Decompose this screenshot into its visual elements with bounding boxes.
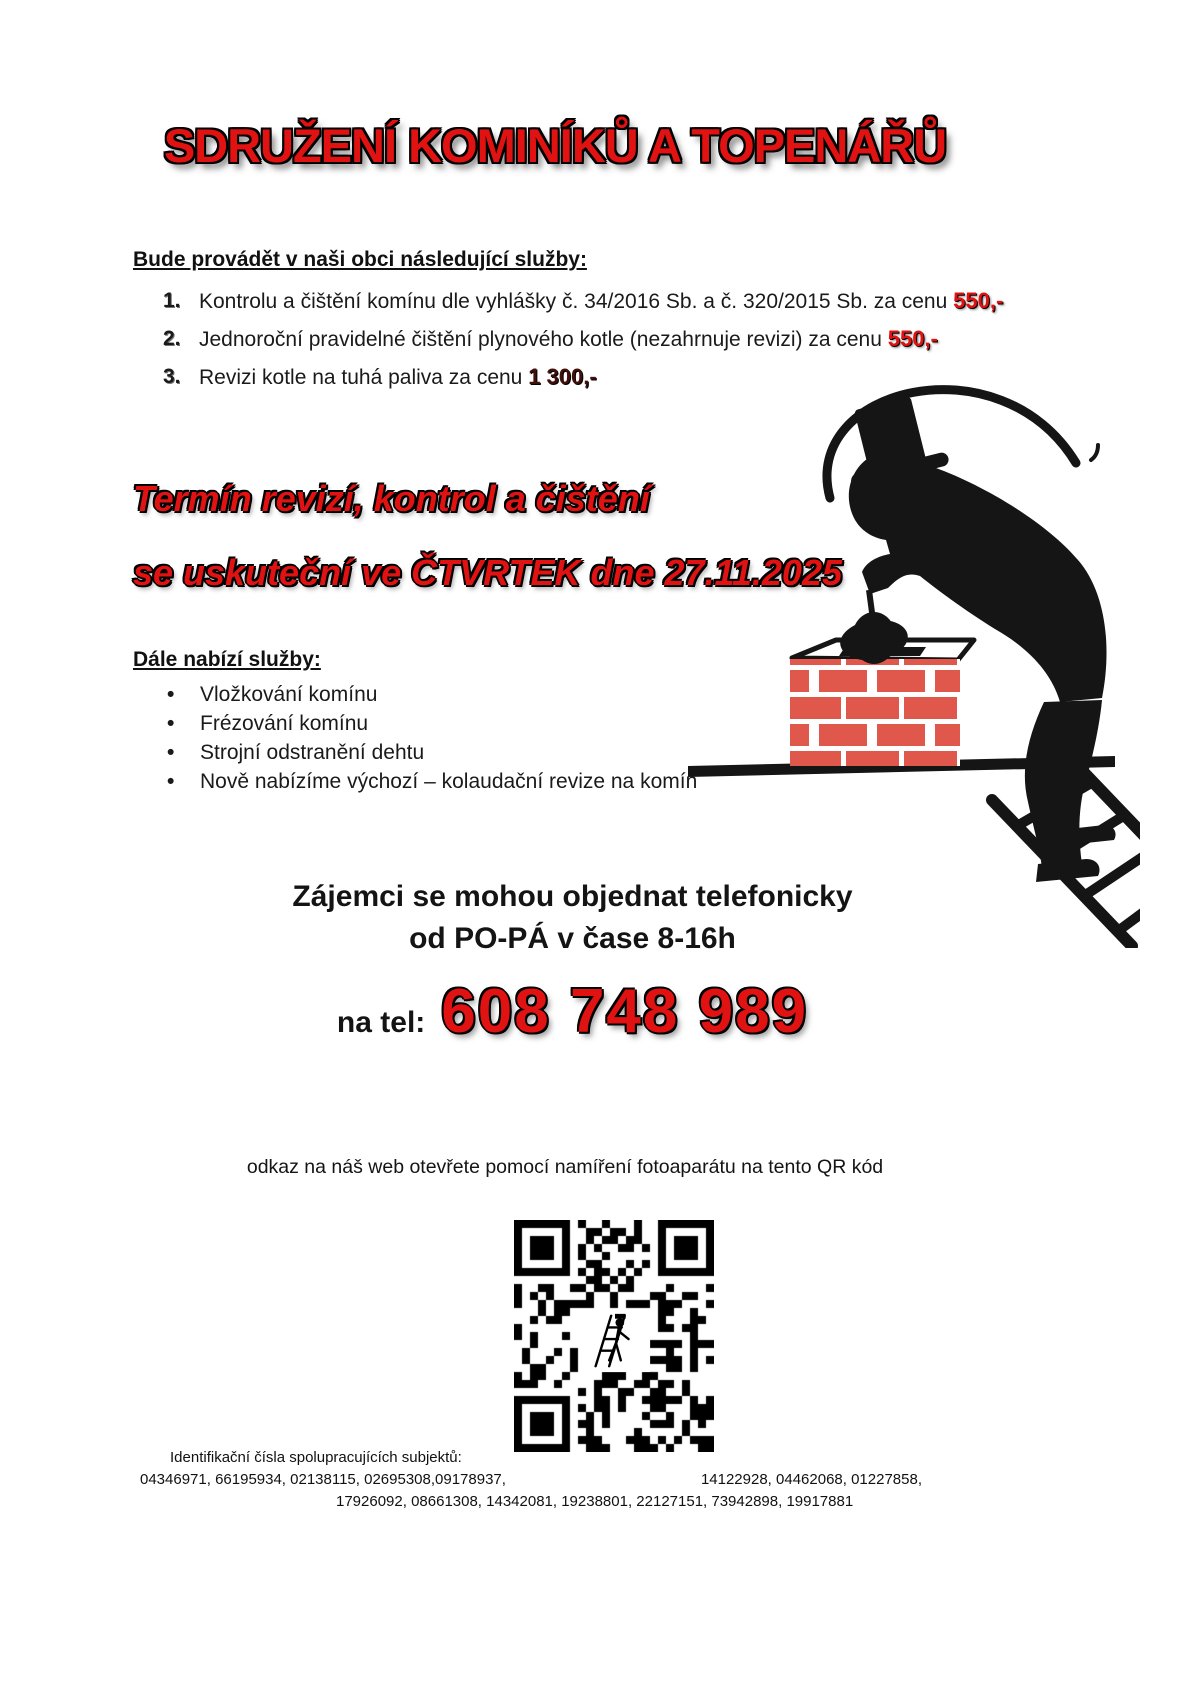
services-heading: Bude provádět v naši obci následující služby: xyxy=(133,248,587,271)
list-item: • Frézování komínu xyxy=(133,709,793,738)
contact-section xyxy=(0,876,1145,1047)
list-item: • Nově nabízíme výchozí – kolaudační revize na komín xyxy=(133,767,793,796)
price-value: 1 300,- xyxy=(528,364,597,389)
date-notice-line2: se uskuteční ve ČTVRTEK dne 27.11.2025 xyxy=(133,552,842,593)
service-text: Revizi kotle na tuhá paliva za cenu xyxy=(199,366,529,389)
more-services-section xyxy=(133,648,793,796)
tel-label: na tel: xyxy=(336,1006,426,1039)
service-text: Jednoroční pravidelné čištění plynového kotle (nezahrnuje revizi) za cenu xyxy=(199,328,888,351)
date-notice xyxy=(133,462,842,610)
title-row xyxy=(0,118,1110,173)
price-value: 550,- xyxy=(953,288,1004,313)
item-number: 2. xyxy=(163,327,181,350)
price-value: 550,- xyxy=(887,326,938,351)
footer-ids-right: 14122928, 04462068, 01227858, xyxy=(700,1471,922,1488)
item-number: 3. xyxy=(163,365,181,388)
page-title: SDRUŽENÍ KOMINÍKŮ A TOPENÁŘŮ xyxy=(163,119,947,172)
item-number: 1. xyxy=(163,289,181,312)
list-item: • Vložkování komínu xyxy=(133,680,793,709)
more-services-list xyxy=(133,680,793,796)
service-item xyxy=(133,282,1053,320)
footer-ids-bottom: 17926092, 08661308, 14342081, 19238801, 22127151, 73942898, 19917881 xyxy=(336,1493,854,1510)
qr-caption: odkaz na náš web otevřete pomocí namíření fotoaparátu na tento QR kód xyxy=(246,1156,884,1178)
footer-ids-left: 04346971, 66195934, 02138115, 02695308,09178937, xyxy=(140,1471,506,1488)
more-services-heading: Dále nabízí služby: xyxy=(133,648,321,671)
service-item xyxy=(133,320,1053,358)
contact-line1: Zájemci se mohou objednat telefonicky xyxy=(292,880,853,913)
footer-heading: Identifikační čísla spolupracujících subjektů: xyxy=(170,1449,462,1466)
contact-line2: od PO-PÁ v čase 8-16h xyxy=(409,922,736,955)
phone-row xyxy=(0,976,1145,1047)
date-notice-line1: Termín revizí, kontrol a čištění xyxy=(133,478,650,519)
chimney-sweep-logo-icon xyxy=(580,1310,650,1372)
footer-ids-row xyxy=(140,1471,922,1488)
phone-number: 608 748 989 xyxy=(441,977,809,1046)
service-text: Kontrolu a čištění komínu dle vyhlášky č. 34/2016 Sb. a č. 320/2015 Sb. za cenu xyxy=(199,290,954,313)
qr-code xyxy=(514,1220,714,1452)
list-item: • Strojní odstranění dehtu xyxy=(133,738,793,767)
